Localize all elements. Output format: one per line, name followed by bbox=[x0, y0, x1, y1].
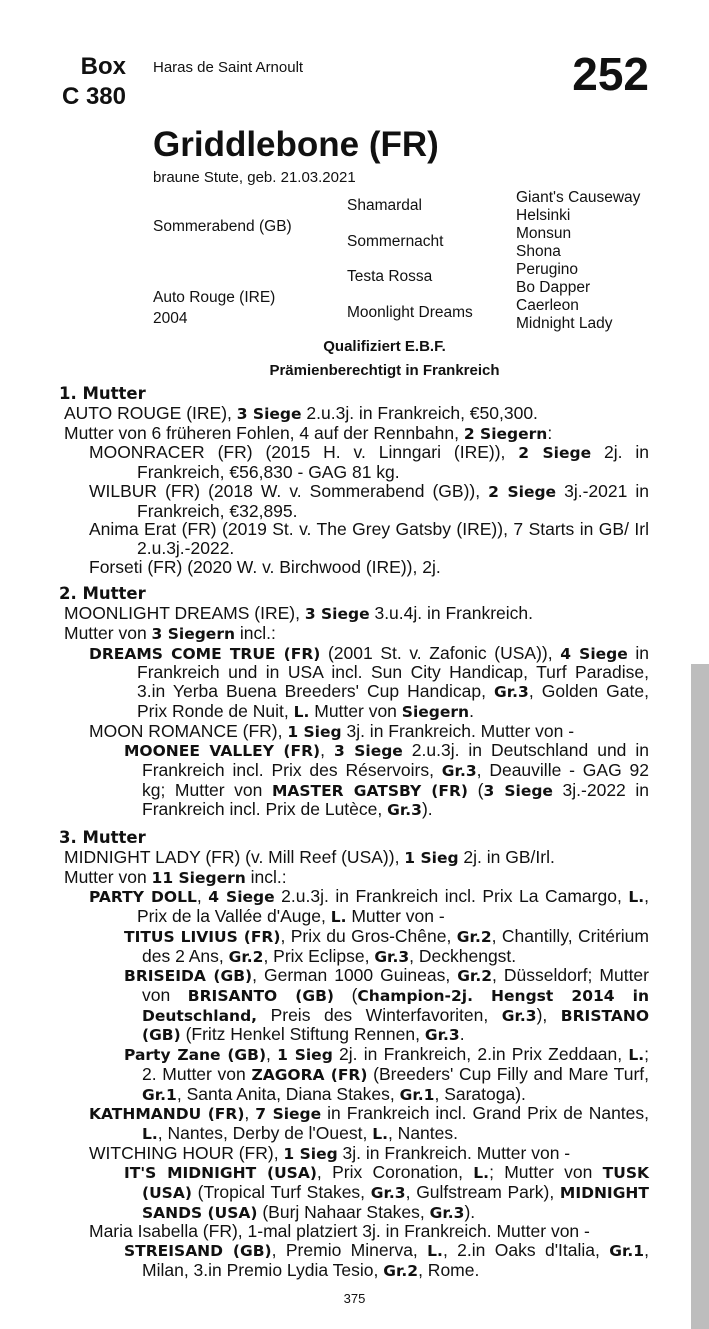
text: , Milan, 3.in Premio Lydia Tesio, bbox=[142, 1240, 649, 1280]
dam-family-sections bbox=[59, 384, 649, 1289]
pedigree-entry bbox=[59, 966, 649, 1045]
horse-description: braune Stute, geb. 21.03.2021 bbox=[153, 169, 356, 186]
pedigree-dam: Auto Rouge (IRE) bbox=[153, 289, 276, 306]
page-number: 375 bbox=[343, 1291, 366, 1306]
bold-text: BRISEIDA (GB) bbox=[124, 967, 253, 986]
bold-text: L. bbox=[293, 702, 310, 721]
bold-text: Gr.2 bbox=[456, 927, 492, 946]
text: . bbox=[469, 700, 474, 721]
text: , Prix Coronation, bbox=[316, 1162, 474, 1183]
pedigree-third-gen bbox=[516, 189, 640, 333]
qualification-ebf: Qualifiziert E.B.F. bbox=[323, 338, 446, 355]
pedigree-entry bbox=[59, 722, 649, 742]
pedigree-entry bbox=[59, 520, 649, 557]
text: AUTO ROUGE (IRE), bbox=[64, 403, 237, 423]
pedigree-sire-sire: Shamardal bbox=[347, 197, 422, 214]
text: incl.: bbox=[245, 866, 287, 887]
pedigree-entry bbox=[59, 1045, 649, 1104]
pedigree-entry bbox=[59, 1144, 649, 1164]
bold-text: Party Zane (GB) bbox=[124, 1046, 267, 1065]
pedigree-sire: Sommerabend (GB) bbox=[153, 218, 292, 235]
dam-heading: 2. Mutter bbox=[59, 584, 146, 604]
bold-text: L. bbox=[473, 1164, 490, 1183]
bold-text: IT'S MIDNIGHT (USA) bbox=[124, 1164, 317, 1183]
bold-text: Gr.3 bbox=[424, 1026, 460, 1045]
bold-text: BRISTANO (GB) bbox=[142, 1006, 649, 1045]
bold-text: L. bbox=[628, 1046, 645, 1065]
text: 3j. in Frankreich. Mutter von - bbox=[337, 1142, 571, 1163]
text: (Breeders' Cup Filly and Mare Turf, bbox=[367, 1063, 649, 1084]
text: . bbox=[459, 1024, 465, 1045]
dam-section bbox=[59, 584, 649, 820]
text: ). bbox=[421, 799, 433, 820]
bold-text: 3 Siegern bbox=[151, 625, 236, 644]
text: ). bbox=[464, 1201, 476, 1222]
bold-text: Gr.3 bbox=[370, 1184, 406, 1203]
text: , Prix Eclipse, bbox=[263, 945, 375, 966]
bold-text: STREISAND (GB) bbox=[124, 1242, 272, 1261]
bold-text: Gr.1 bbox=[142, 1085, 177, 1104]
ancestor: Helsinki bbox=[516, 207, 571, 224]
pedigree-entry bbox=[59, 404, 649, 424]
bold-text: Gr.2 bbox=[457, 967, 493, 986]
text: , Düsseldorf; Mutter von bbox=[142, 965, 649, 1005]
text: (Fritz Henkel Stiftung Rennen, bbox=[180, 1024, 425, 1045]
bold-text: L. bbox=[628, 888, 645, 907]
bold-text: 1 Sieg bbox=[277, 1046, 333, 1065]
ancestor: Caerleon bbox=[516, 297, 579, 314]
bold-text: Gr.3 bbox=[374, 947, 410, 966]
pedigree-entry bbox=[59, 624, 649, 644]
text: ( bbox=[334, 984, 358, 1005]
text: ), bbox=[536, 1004, 561, 1025]
bold-text: DREAMS COME TRUE (FR) bbox=[89, 644, 321, 663]
text: , Prix de la Vallée d'Auge, bbox=[137, 886, 649, 927]
bold-text: Siegern bbox=[401, 702, 470, 721]
text: 3j.-2022 in Frankreich incl. Prix de Lutèce, bbox=[142, 779, 649, 820]
bold-text: MIDNIGHT SANDS (USA) bbox=[142, 1184, 649, 1222]
consignor: Haras de Saint Arnoult bbox=[153, 59, 304, 76]
bold-text: 1 Sieg bbox=[404, 849, 459, 868]
text: , bbox=[244, 1103, 256, 1124]
box-line-1: Box bbox=[80, 53, 126, 80]
text: , Nantes, Derby de l'Ouest, bbox=[157, 1122, 373, 1143]
text: Mutter von bbox=[64, 623, 152, 644]
bold-text: 3 Siege bbox=[333, 742, 403, 761]
pedigree-entry bbox=[59, 644, 649, 722]
text: , Premio Minerva, bbox=[271, 1240, 428, 1261]
text: , Golden Gate, Prix Ronde de Nuit, bbox=[137, 681, 649, 721]
qualification-premium: Prämienberechtigt in Frankreich bbox=[269, 362, 500, 379]
text: Mutter von bbox=[309, 700, 402, 721]
text: MOON ROMANCE (FR), bbox=[89, 720, 288, 741]
bold-text: L. bbox=[372, 1124, 388, 1143]
text: in Frankreich incl. Grand Prix de Nantes, bbox=[321, 1103, 650, 1124]
text: MOONRACER (FR) (2015 H. v. Linngari (IRE)), bbox=[89, 442, 519, 463]
bold-text: PARTY DOLL bbox=[89, 888, 197, 907]
pedigree-dam-year: 2004 bbox=[153, 310, 188, 327]
text: WILBUR (FR) (2018 W. v. Sommerabend (GB)), bbox=[89, 480, 489, 501]
text: Mutter von bbox=[64, 866, 152, 887]
text: WITCHING HOUR (FR), bbox=[89, 1142, 284, 1163]
scrollbar-thumb[interactable] bbox=[691, 664, 709, 1329]
bold-text: 4 Siege bbox=[208, 888, 275, 907]
text: in Frankreich und in USA incl. Sun City Handicap, Turf Paradise, 3.in Yerba Buena Breeders' Cup Handicap, bbox=[137, 642, 649, 702]
bold-text: 11 Siegern bbox=[151, 868, 246, 887]
pedigree-entry bbox=[59, 1222, 649, 1241]
text: , German 1000 Guineas, bbox=[252, 965, 458, 986]
text: (2001 St. v. Zafonic (USA)), bbox=[320, 642, 561, 663]
pedigree-entry bbox=[59, 1241, 649, 1280]
ancestor: Shona bbox=[516, 243, 561, 260]
text: , 2.in Oaks d'Italia, bbox=[442, 1240, 610, 1261]
text: Maria Isabella (FR), 1-mal platziert 3j. in Frankreich. Mutter von - bbox=[89, 1221, 590, 1242]
pedigree-entry bbox=[59, 887, 649, 926]
bold-text: ZAGORA (FR) bbox=[251, 1065, 368, 1084]
bold-text: L. bbox=[330, 908, 347, 927]
pedigree-dam-dam: Moonlight Dreams bbox=[347, 304, 473, 321]
bold-text: Gr.2 bbox=[383, 1261, 419, 1280]
bold-text: 3 Siege bbox=[483, 781, 553, 800]
text: 3j.-2021 in Frankreich, €32,895. bbox=[137, 480, 649, 521]
dam-heading: 3. Mutter bbox=[59, 828, 146, 848]
text: , Nantes. bbox=[387, 1122, 458, 1143]
text: 2j. in Frankreich, €56,830 - GAG 81 kg. bbox=[137, 442, 649, 483]
pedigree-entry bbox=[59, 1104, 649, 1143]
bold-text: TUSK (USA) bbox=[142, 1164, 649, 1203]
text: 3.u.4j. in Frankreich. bbox=[369, 603, 533, 624]
lot-number: 252 bbox=[572, 48, 649, 100]
ancestor: Midnight Lady bbox=[516, 315, 613, 332]
bold-text: Gr.2 bbox=[228, 947, 264, 966]
text: , Prix du Gros-Chêne, bbox=[280, 925, 457, 946]
ancestor: Monsun bbox=[516, 225, 572, 242]
pedigree-entry bbox=[59, 1163, 649, 1222]
text: , Santa Anita, Diana Stakes, bbox=[176, 1083, 400, 1104]
text: 3j. in Frankreich. Mutter von - bbox=[341, 720, 575, 741]
text: : bbox=[547, 422, 553, 443]
bold-text: Gr.3 bbox=[441, 761, 477, 780]
text: , Rome. bbox=[418, 1259, 480, 1280]
text: Anima Erat (FR) (2019 St. v. The Grey Gatsby (IRE)), 7 Starts in GB/ Irl 2.u.3j.-2022. bbox=[89, 519, 649, 558]
bold-text: 1 Sieg bbox=[287, 722, 342, 741]
pedigree-entry bbox=[59, 868, 649, 888]
pedigree-dam-sire: Testa Rossa bbox=[347, 268, 433, 285]
bold-text: MOONEE VALLEY (FR) bbox=[124, 742, 321, 761]
bold-text: 3 Siege bbox=[304, 605, 370, 624]
text: Mutter von 6 früheren Fohlen, 4 auf der Rennbahn, bbox=[64, 422, 464, 443]
bold-text: 7 Siege bbox=[255, 1105, 322, 1124]
pedigree-entry bbox=[59, 927, 649, 966]
bold-text: 2 Siege bbox=[488, 482, 557, 501]
dam-heading: 1. Mutter bbox=[59, 384, 146, 403]
text: Preis des Winterfavoriten, bbox=[257, 1004, 502, 1025]
pedigree-entry bbox=[59, 443, 649, 481]
bold-text: 4 Siege bbox=[560, 644, 628, 663]
text: incl.: bbox=[235, 623, 276, 644]
text: ( bbox=[468, 779, 484, 800]
bold-text: 3 Siege bbox=[236, 405, 302, 423]
text: , bbox=[266, 1044, 278, 1065]
pedigree-entry bbox=[59, 604, 649, 624]
ancestor: Giant's Causeway bbox=[516, 189, 641, 206]
bold-text: Gr.3 bbox=[494, 683, 529, 702]
text: ; Mutter von bbox=[489, 1162, 603, 1183]
text: MOONLIGHT DREAMS (IRE), bbox=[64, 603, 305, 624]
bold-text: Champion-2j. Hengst 2014 in Deutschland, bbox=[142, 986, 650, 1025]
text: , Saratoga). bbox=[434, 1083, 526, 1104]
bold-text: Gr.3 bbox=[387, 801, 422, 820]
text: Forseti (FR) (2020 W. v. Birchwood (IRE)), 2j. bbox=[89, 556, 441, 577]
text: 2.u.3j. in Frankreich incl. Prix La Camargo, bbox=[274, 886, 629, 907]
bold-text: Gr.1 bbox=[399, 1085, 435, 1104]
text: , bbox=[320, 740, 334, 761]
box-label bbox=[40, 52, 126, 112]
bold-text: L. bbox=[427, 1242, 443, 1261]
text: 2.u.3j. in Frankreich, €50,300. bbox=[301, 403, 538, 423]
ancestor: Perugino bbox=[516, 261, 579, 278]
box-number: C 380 bbox=[61, 83, 126, 110]
text: , Deckhengst. bbox=[409, 945, 517, 966]
text: (Tropical Turf Stakes, bbox=[191, 1182, 371, 1203]
text: 2.u.3j. in Deutschland und in Frankreich incl. Prix des Réservoirs, bbox=[142, 740, 649, 780]
pedigree-sire-dam: Sommernacht bbox=[347, 233, 444, 250]
pedigree-entry bbox=[59, 558, 649, 577]
bold-text: 1 Sieg bbox=[283, 1144, 338, 1163]
bold-text: BRISANTO (GB) bbox=[187, 986, 335, 1005]
text: MIDNIGHT LADY (FR) (v. Mill Reef (USA)), bbox=[64, 847, 405, 868]
pedigree-entry bbox=[59, 848, 649, 868]
pedigree-entry bbox=[59, 424, 649, 444]
bold-text: 2 Siege bbox=[518, 444, 592, 463]
text: , Chantilly, Critérium des 2 Ans, bbox=[142, 925, 649, 966]
text: (Burj Nahaar Stakes, bbox=[257, 1201, 430, 1222]
text: , Deauville - GAG 92 kg; Mutter von bbox=[142, 759, 649, 800]
text: ; 2. Mutter von bbox=[142, 1044, 649, 1084]
bold-text: TITUS LIVIUS (FR) bbox=[124, 927, 281, 946]
pedigree-entry bbox=[59, 741, 649, 820]
text: 2j. in Frankreich, 2.in Prix Zeddaan, bbox=[332, 1044, 629, 1065]
text: Mutter von - bbox=[346, 906, 445, 927]
dam-section bbox=[59, 828, 649, 1280]
ancestor: Bo Dapper bbox=[516, 279, 591, 296]
bold-text: MASTER GATSBY (FR) bbox=[271, 781, 469, 800]
text: , Gulfstream Park), bbox=[405, 1182, 560, 1203]
bold-text: 2 Siegern bbox=[463, 424, 548, 443]
horse-name: Griddlebone (FR) bbox=[153, 125, 439, 164]
text: 2j. in GB/Irl. bbox=[458, 847, 555, 868]
bold-text: Gr.3 bbox=[429, 1203, 465, 1222]
text: , bbox=[196, 886, 209, 907]
bold-text: Gr.3 bbox=[501, 1006, 537, 1025]
bold-text: Gr.1 bbox=[609, 1242, 645, 1261]
pedigree-entry bbox=[59, 482, 649, 520]
bold-text: L. bbox=[142, 1124, 158, 1143]
dam-section bbox=[59, 384, 649, 576]
bold-text: KATHMANDU (FR) bbox=[89, 1105, 245, 1124]
